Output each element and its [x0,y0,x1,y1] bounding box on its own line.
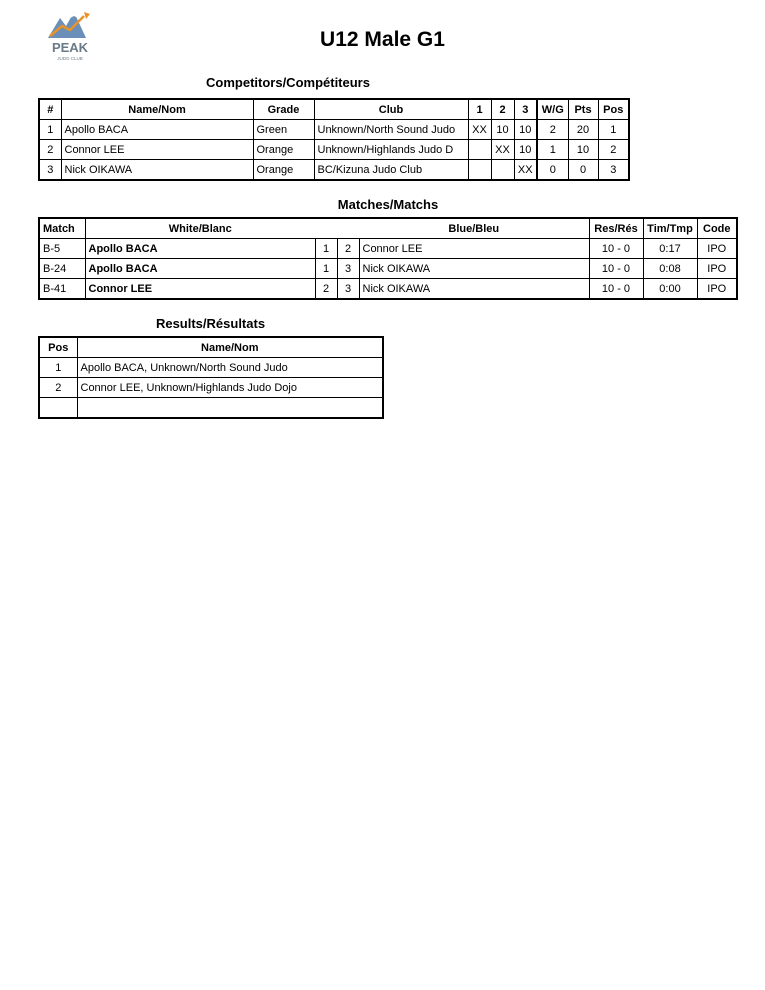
cell: 2 [537,120,568,140]
cell: 1 [39,358,77,378]
matches-title: Matches/Matchs [337,197,439,212]
cell: 0:00 [643,279,697,300]
results-header-row [39,337,383,358]
table-row [39,120,629,140]
col-header: Pos [39,337,77,358]
col-header: Club [314,99,468,120]
cell: Orange [253,140,314,160]
cell: Connor LEE [61,140,253,160]
col-header: Code [697,218,737,239]
cell: Apollo BACA [61,120,253,140]
table-row [39,259,737,279]
cell: XX [514,160,537,181]
cell [468,140,491,160]
logo-subtext: JUDO CLUB [57,56,83,61]
col-header: W/G [537,99,568,120]
cell: Connor LEE, Unknown/Highlands Judo Dojo [77,378,383,398]
cell: XX [491,140,514,160]
cell: 10 [514,120,537,140]
cell: BC/Kizuna Judo Club [314,160,468,181]
cell: 10 - 0 [589,279,643,300]
table-row [39,160,629,181]
cell: Apollo BACA [85,239,315,259]
cell: 3 [337,279,359,300]
col-header: Pts [568,99,598,120]
cell [468,160,491,181]
col-header: Tim/Tmp [643,218,697,239]
cell: 10 - 0 [589,259,643,279]
cell: IPO [697,239,737,259]
cell: 20 [568,120,598,140]
table-row [39,398,383,419]
cell: IPO [697,259,737,279]
cell: 2 [337,239,359,259]
page-title: U12 Male G1 [320,28,445,51]
cell: B-5 [39,239,85,259]
col-header: 3 [514,99,537,120]
col-header: Blue/Bleu [359,218,589,239]
cell: 10 [514,140,537,160]
cell: Orange [253,160,314,181]
cell: B-41 [39,279,85,300]
cell: 2 [39,378,77,398]
cell: 0 [537,160,568,181]
cell: 10 - 0 [589,239,643,259]
cell: 1 [598,120,629,140]
table-row [39,140,629,160]
matches-table [38,217,738,300]
cell: 2 [39,140,61,160]
cell: 1 [315,239,337,259]
table-row [39,279,737,300]
results-title: Results/Résultats [155,316,266,331]
cell: Nick OIKAWA [359,259,589,279]
cell: 1 [39,120,61,140]
col-header: Match [39,218,85,239]
col-header: # [39,99,61,120]
competitors-header-row [39,99,629,120]
col-header: Name/Nom [61,99,253,120]
col-header: 2 [491,99,514,120]
cell: Unknown/North Sound Judo [314,120,468,140]
results-table [38,336,384,419]
cell: 3 [39,160,61,181]
table-row [39,378,383,398]
cell: Connor LEE [85,279,315,300]
cell: 10 [568,140,598,160]
logo-text: PEAK [51,40,89,55]
cell: IPO [697,279,737,300]
cell: XX [468,120,491,140]
cell: Connor LEE [359,239,589,259]
cell: Apollo BACA, Unknown/North Sound Judo [77,358,383,378]
competitors-table [38,98,630,181]
col-header: Res/Rés [589,218,643,239]
cell: 2 [315,279,337,300]
col-header: Name/Nom [77,337,383,358]
cell: Nick OIKAWA [359,279,589,300]
col-header: Grade [253,99,314,120]
table-row [39,239,737,259]
cell [39,398,77,419]
cell: B-24 [39,259,85,279]
cell: Nick OIKAWA [61,160,253,181]
cell: Unknown/Highlands Judo D [314,140,468,160]
cell: 2 [598,140,629,160]
table-row [39,358,383,378]
col-header: White/Blanc [85,218,315,239]
cell [77,398,383,419]
cell: 3 [337,259,359,279]
col-header [315,218,337,239]
cell: 1 [537,140,568,160]
competitors-title: Competitors/Compétiteurs [206,75,370,90]
cell: Apollo BACA [85,259,315,279]
cell: 1 [315,259,337,279]
cell: 0 [568,160,598,181]
cell [491,160,514,181]
cell: 0:08 [643,259,697,279]
cell: 10 [491,120,514,140]
cell: Green [253,120,314,140]
col-header [337,218,359,239]
matches-header-row [39,218,737,239]
cell: 0:17 [643,239,697,259]
col-header: 1 [468,99,491,120]
cell: 3 [598,160,629,181]
col-header: Pos [598,99,629,120]
